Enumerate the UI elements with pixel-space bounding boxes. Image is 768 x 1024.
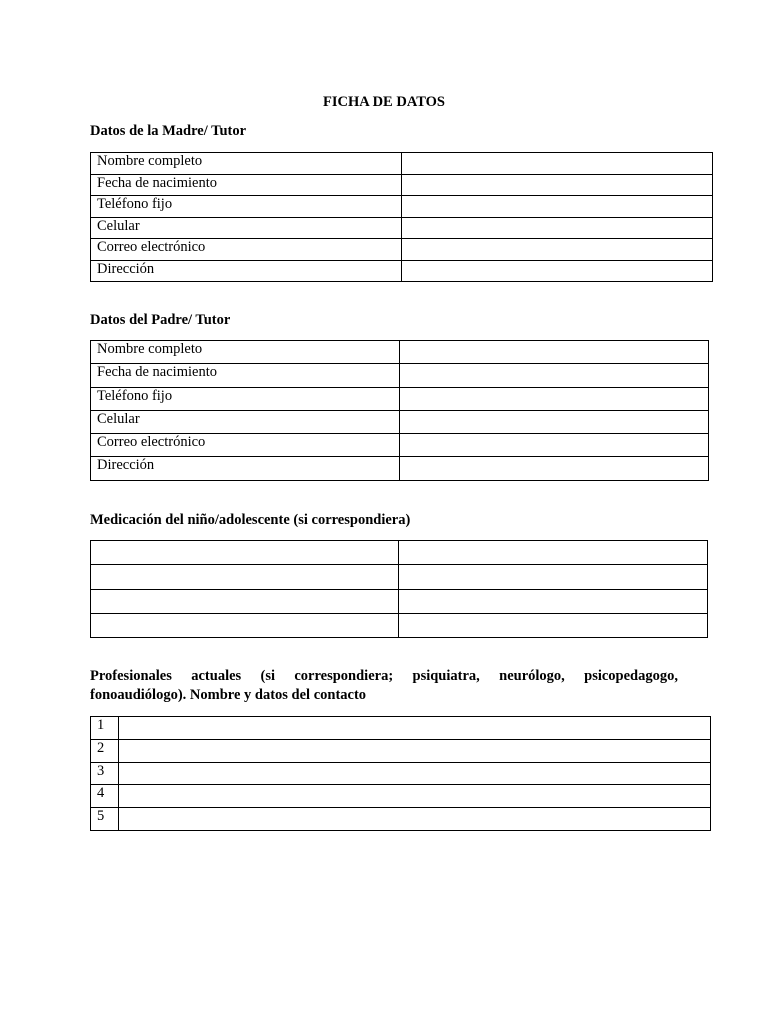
field-value[interactable] bbox=[402, 153, 713, 175]
profesional-cell[interactable] bbox=[119, 808, 711, 831]
field-value[interactable] bbox=[402, 239, 713, 261]
table-row bbox=[91, 541, 708, 565]
field-value[interactable] bbox=[402, 174, 713, 196]
profesionales-table bbox=[90, 716, 711, 831]
table-row bbox=[91, 613, 708, 637]
table-row bbox=[91, 410, 709, 433]
table-row bbox=[91, 589, 708, 613]
table-row bbox=[91, 153, 713, 175]
table-row bbox=[91, 260, 713, 282]
medicacion-cell[interactable] bbox=[91, 565, 399, 589]
field-label: Correo electrónico bbox=[91, 239, 402, 261]
table-row bbox=[91, 341, 709, 364]
field-value[interactable] bbox=[400, 364, 709, 387]
section-heading-medicacion: Medicación del niño/adolescente (si correspondiera) bbox=[90, 512, 411, 528]
profesional-cell[interactable] bbox=[119, 785, 711, 808]
profesional-cell[interactable] bbox=[119, 717, 711, 740]
medicacion-cell[interactable] bbox=[399, 613, 708, 637]
field-label: Teléfono fijo bbox=[91, 387, 400, 410]
madre-table bbox=[90, 152, 713, 282]
field-label: Nombre completo bbox=[91, 153, 402, 175]
table-row bbox=[91, 785, 711, 808]
field-label: Fecha de nacimiento bbox=[91, 364, 400, 387]
table-row bbox=[91, 565, 708, 589]
section-heading-profesionales: Profesionales actuales (si correspondiera; psiquiatra, neurólogo, psicopedagogo, fonoaudiólogo). Nombre y datos del contacto bbox=[90, 668, 678, 703]
table-row bbox=[91, 739, 711, 762]
field-label: Nombre completo bbox=[91, 341, 400, 364]
field-label: Celular bbox=[91, 410, 400, 433]
field-label: Fecha de nacimiento bbox=[91, 174, 402, 196]
table-row bbox=[91, 808, 711, 831]
section-heading-madre: Datos de la Madre/ Tutor bbox=[90, 123, 247, 139]
row-number: 5 bbox=[91, 808, 119, 831]
field-label: Celular bbox=[91, 217, 402, 239]
table-row bbox=[91, 717, 711, 740]
field-value[interactable] bbox=[402, 260, 713, 282]
table-row bbox=[91, 174, 713, 196]
profesional-cell[interactable] bbox=[119, 762, 711, 785]
field-value[interactable] bbox=[402, 196, 713, 218]
medicacion-cell[interactable] bbox=[91, 589, 399, 613]
medicacion-cell[interactable] bbox=[399, 565, 708, 589]
medicacion-cell[interactable] bbox=[91, 613, 399, 637]
document-title: FICHA DE DATOS bbox=[323, 94, 445, 110]
medicacion-cell[interactable] bbox=[399, 541, 708, 565]
field-label: Dirección bbox=[91, 260, 402, 282]
row-number: 3 bbox=[91, 762, 119, 785]
medicacion-table bbox=[90, 540, 708, 638]
field-label: Teléfono fijo bbox=[91, 196, 402, 218]
table-row bbox=[91, 364, 709, 387]
field-value[interactable] bbox=[400, 341, 709, 364]
table-row bbox=[91, 217, 713, 239]
field-label: Dirección bbox=[91, 457, 400, 480]
medicacion-cell[interactable] bbox=[91, 541, 399, 565]
table-row bbox=[91, 457, 709, 480]
table-row bbox=[91, 239, 713, 261]
section-heading-padre: Datos del Padre/ Tutor bbox=[90, 312, 231, 328]
field-value[interactable] bbox=[400, 457, 709, 480]
row-number: 2 bbox=[91, 739, 119, 762]
profesional-cell[interactable] bbox=[119, 739, 711, 762]
table-row bbox=[91, 434, 709, 457]
table-row bbox=[91, 196, 713, 218]
field-value[interactable] bbox=[400, 387, 709, 410]
field-value[interactable] bbox=[400, 410, 709, 433]
padre-table bbox=[90, 340, 709, 481]
medicacion-cell[interactable] bbox=[399, 589, 708, 613]
table-row bbox=[91, 762, 711, 785]
field-value[interactable] bbox=[402, 217, 713, 239]
row-number: 1 bbox=[91, 717, 119, 740]
row-number: 4 bbox=[91, 785, 119, 808]
field-value[interactable] bbox=[400, 434, 709, 457]
table-row bbox=[91, 387, 709, 410]
field-label: Correo electrónico bbox=[91, 434, 400, 457]
